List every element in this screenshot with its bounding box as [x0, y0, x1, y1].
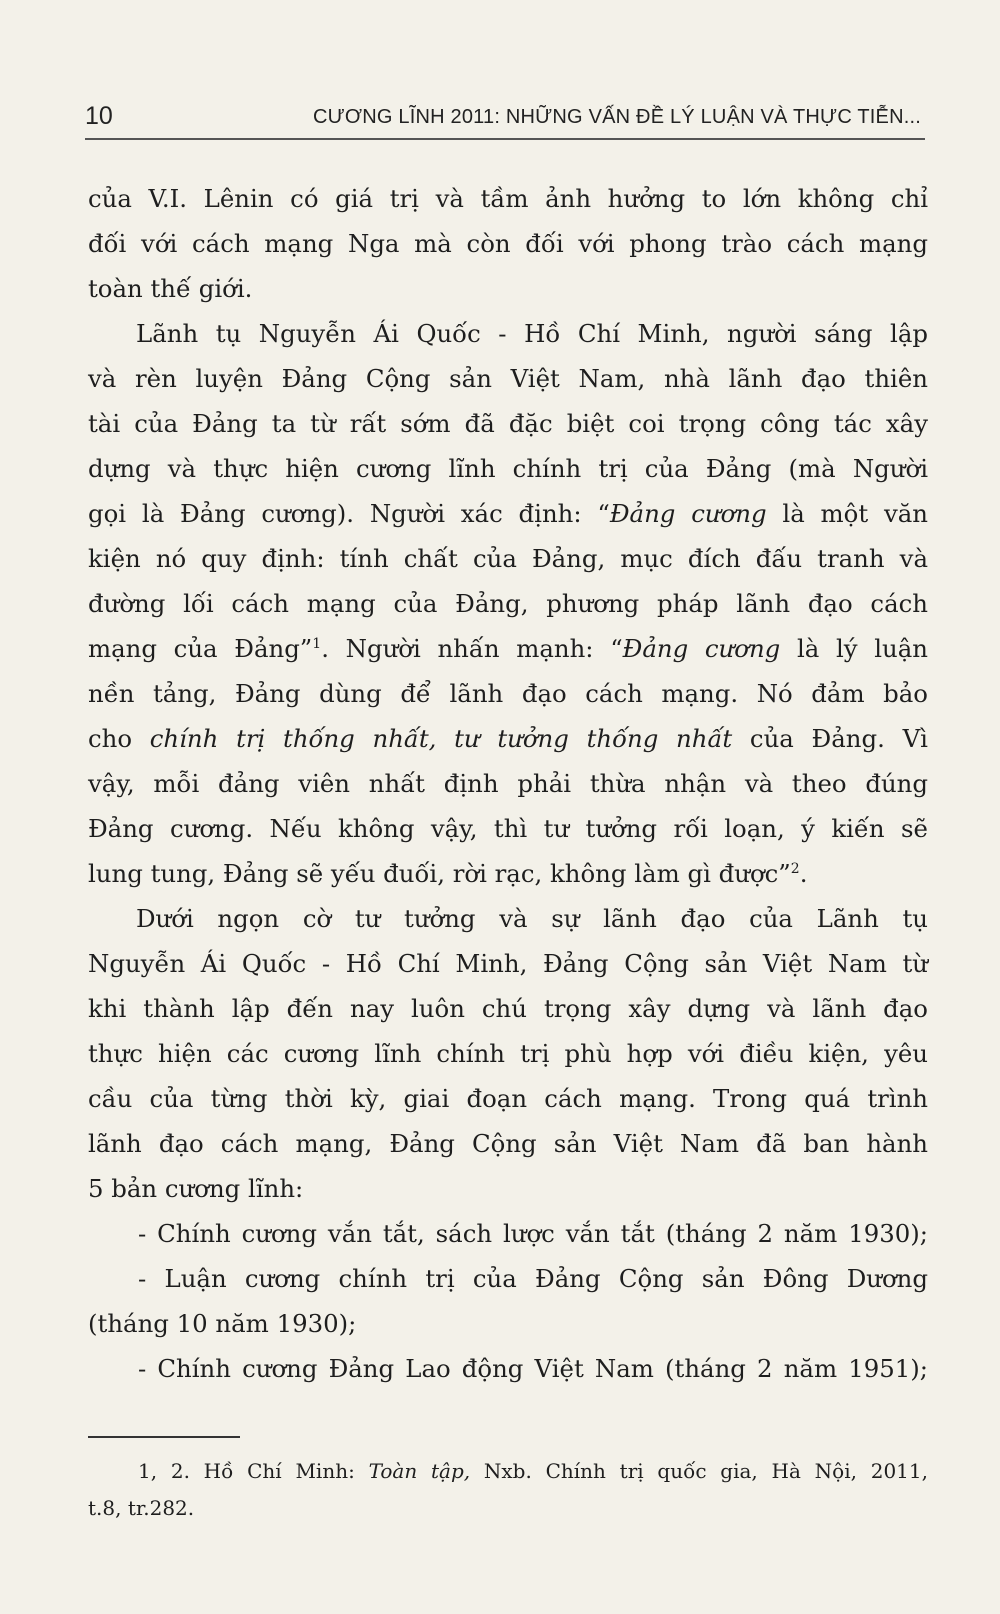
text-run: gọi là Đảng cương). Người xác định: “	[88, 499, 610, 528]
body-line: đường lối cách mạng của Đảng, phương pháp lãnh đạo cách	[88, 589, 928, 618]
body-line	[88, 716, 928, 761]
body-line	[88, 851, 928, 896]
body-line: 5 bản cương lĩnh:	[88, 1174, 304, 1203]
body-line: và rèn luyện Đảng Cộng sản Việt Nam, nhà lãnh đạo thiên	[88, 364, 928, 393]
body-line: Dưới ngọn cờ tư tưởng và sự lãnh đạo của Lãnh tụ	[136, 904, 928, 933]
body-line: toàn thế giới.	[88, 274, 253, 303]
body-line: của V.I. Lênin có giá trị và tầm ảnh hưởng to lớn không chỉ	[88, 184, 928, 213]
body-line: tài của Đảng ta từ rất sớm đã đặc biệt coi trọng công tác xây	[88, 409, 928, 438]
body-line: Lãnh tụ Nguyễn Ái Quốc - Hồ Chí Minh, người sáng lập	[136, 319, 928, 348]
body-line	[88, 491, 928, 536]
page-number: 10	[85, 102, 113, 130]
footnote	[88, 1453, 928, 1527]
body-line: Đảng cương. Nếu không vậy, thì tư tưởng rối loạn, ý kiến sẽ	[88, 814, 928, 843]
list-item: - Chính cương vắn tắt, sách lược vắn tắt (tháng 2 năm 1930);	[138, 1219, 928, 1248]
text-run: là lý luận	[780, 634, 928, 663]
body-line: đối với cách mạng Nga mà còn đối với phong trào cách mạng	[88, 229, 928, 258]
page-header	[85, 102, 925, 140]
italic-run: chính trị thống nhất, tư tưởng thống nhất	[149, 724, 733, 753]
footnote-divider	[88, 1436, 240, 1438]
footnote-ref: 1	[312, 635, 322, 652]
text-run: 1, 2. Hồ Chí Minh:	[138, 1459, 369, 1483]
list-item: - Luận cương chính trị của Đảng Cộng sản Đông Dương	[138, 1264, 928, 1293]
italic-run: Đảng cương	[609, 499, 767, 528]
running-title: CƯƠNG LĨNH 2011: NHỮNG VẤN ĐỀ LÝ LUẬN VÀ THỰC TIỄN...	[312, 106, 921, 128]
body-line	[88, 626, 928, 671]
text-run: là một văn	[766, 499, 928, 528]
text-run: . Người nhấn mạnh: “	[321, 634, 623, 663]
italic-run: Toàn tập,	[368, 1459, 471, 1483]
body-line: khi thành lập đến nay luôn chú trọng xây dựng và lãnh đạo	[88, 994, 928, 1023]
text-run: lung tung, Đảng sẽ yếu đuối, rời rạc, không làm gì được”	[88, 859, 791, 888]
body-line: thực hiện các cương lĩnh chính trị phù hợp với điều kiện, yêu	[88, 1039, 928, 1068]
body-line: Nguyễn Ái Quốc - Hồ Chí Minh, Đảng Cộng sản Việt Nam từ	[88, 949, 928, 978]
body-text	[88, 176, 928, 1391]
footnote-line: t.8, tr.282.	[88, 1496, 195, 1520]
body-line: dựng và thực hiện cương lĩnh chính trị của Đảng (mà Người	[88, 454, 928, 483]
body-line: nền tảng, Đảng dùng để lãnh đạo cách mạng. Nó đảm bảo	[88, 679, 928, 708]
body-line: lãnh đạo cách mạng, Đảng Cộng sản Việt Nam đã ban hành	[88, 1129, 928, 1158]
text-run: cho	[88, 724, 150, 753]
body-line: vậy, mỗi đảng viên nhất định phải thừa nhận và theo đúng	[88, 769, 928, 798]
body-line: cầu của từng thời kỳ, giai đoạn cách mạng. Trong quá trình	[88, 1084, 928, 1113]
body-line: (tháng 10 năm 1930);	[88, 1309, 357, 1338]
text-run: Nxb. Chính trị quốc gia, Hà Nội, 2011,	[470, 1459, 928, 1483]
footnote-line	[88, 1453, 928, 1490]
text-run: mạng của Đảng”	[88, 634, 313, 663]
text-run: .	[799, 859, 808, 888]
body-line: kiện nó quy định: tính chất của Đảng, mục đích đấu tranh và	[88, 544, 928, 573]
text-run: của Đảng. Vì	[732, 724, 928, 753]
italic-run: Đảng cương	[622, 634, 781, 663]
list-item: - Chính cương Đảng Lao động Việt Nam (tháng 2 năm 1951);	[138, 1354, 928, 1383]
footnote-ref: 2	[790, 860, 800, 877]
